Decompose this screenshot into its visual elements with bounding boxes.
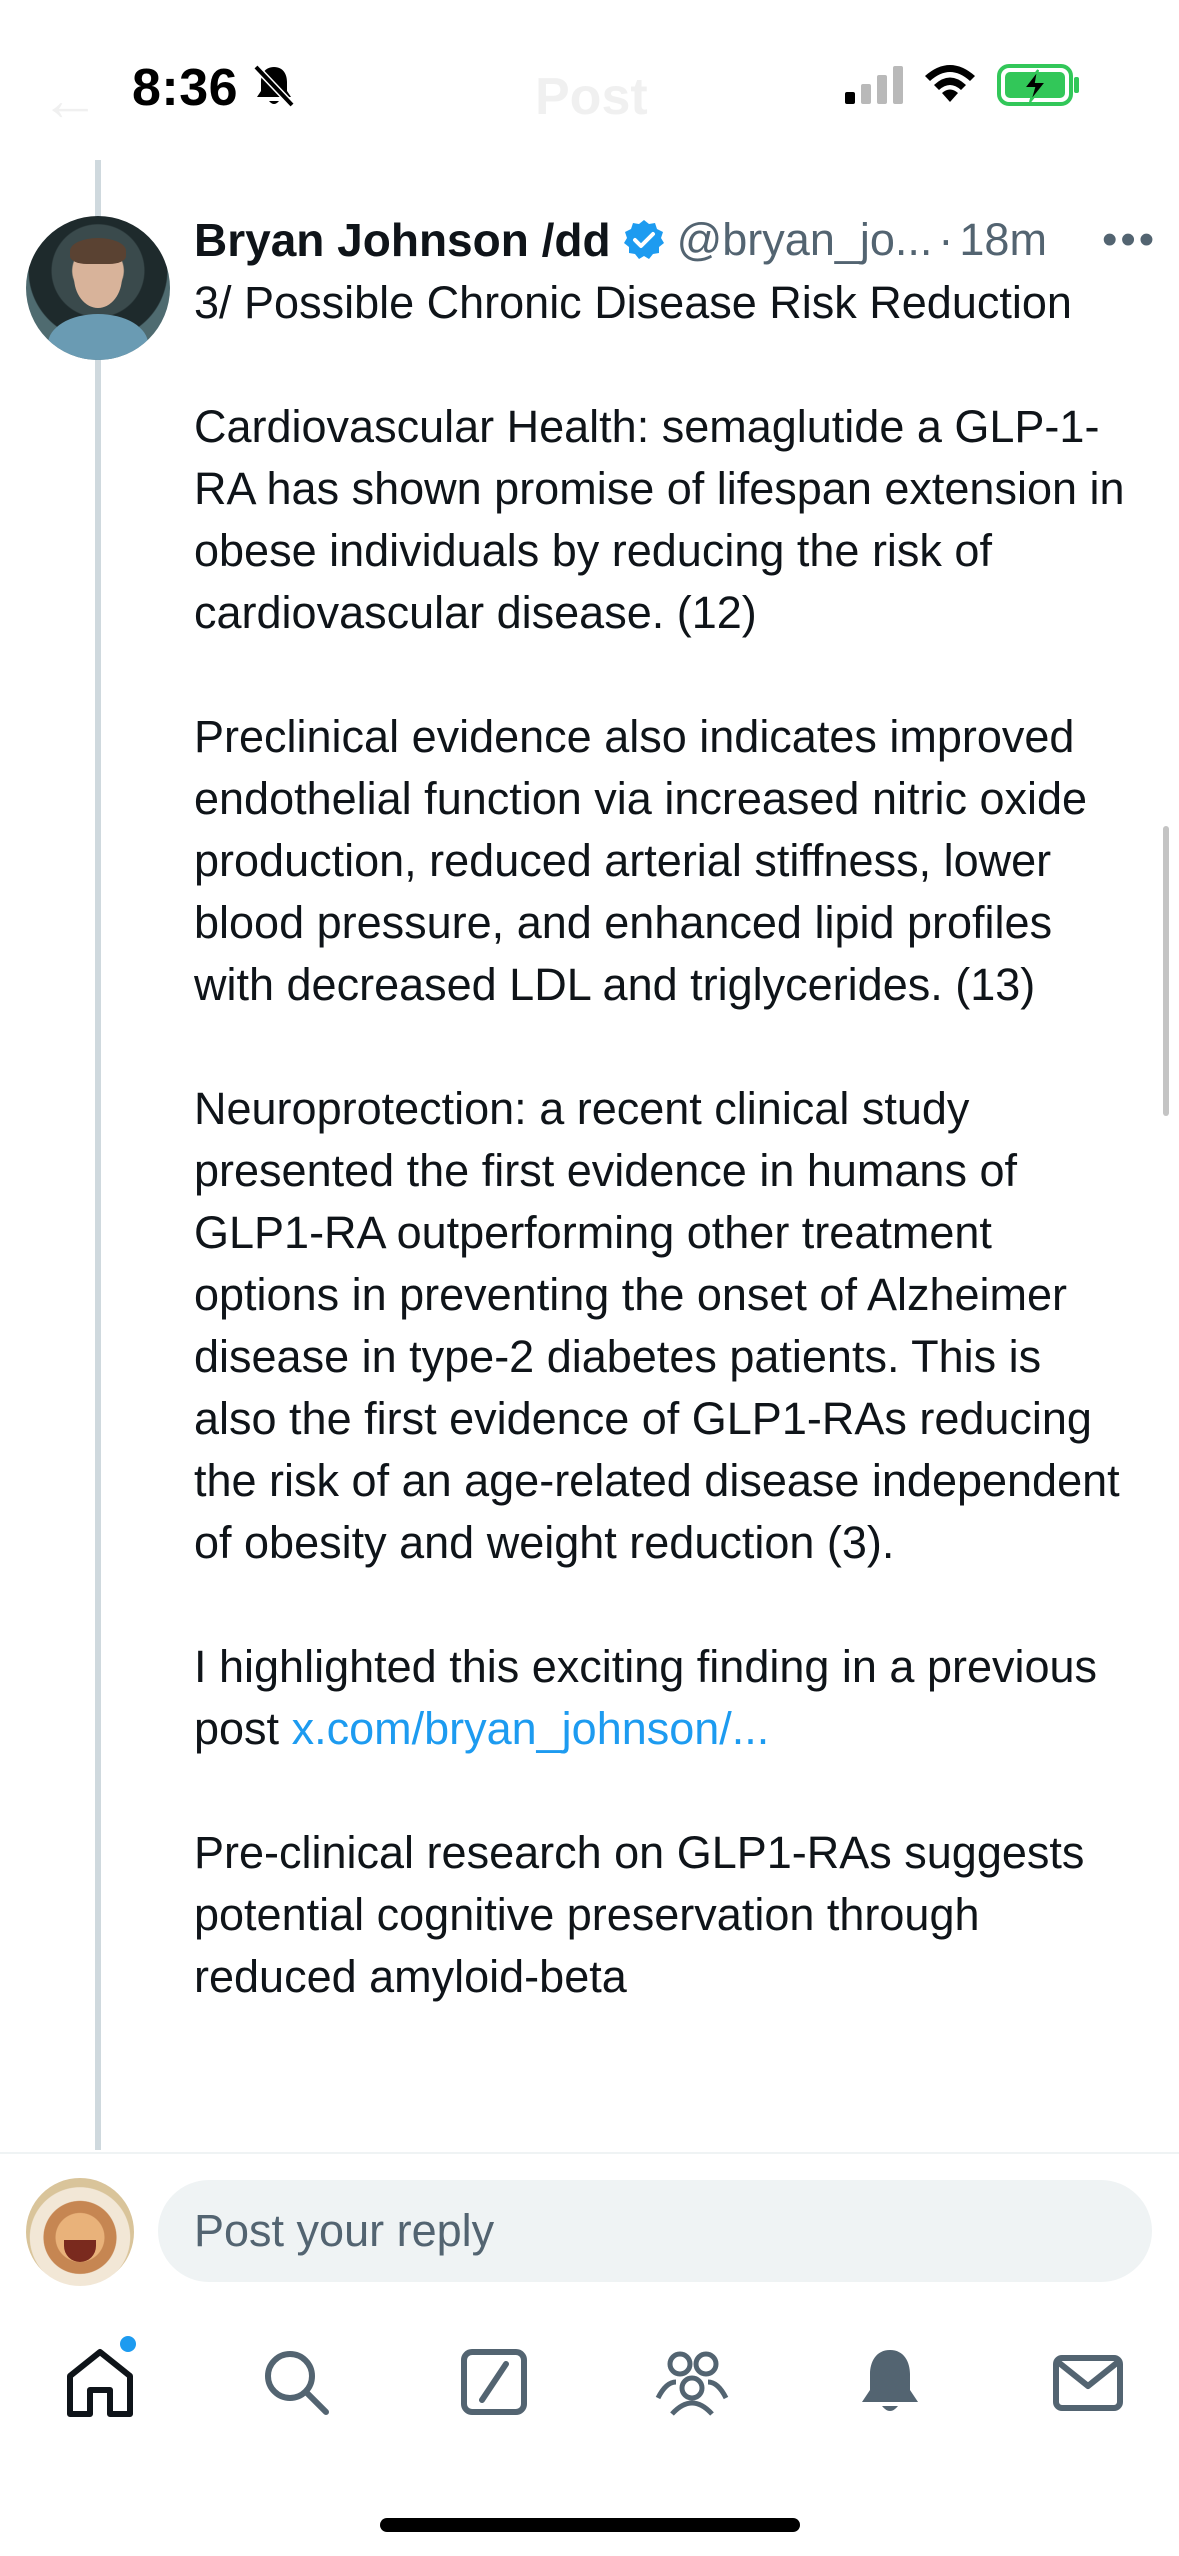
communities-icon[interactable] bbox=[652, 2342, 732, 2422]
status-bar bbox=[0, 0, 1179, 165]
more-options-icon[interactable]: ••• bbox=[1102, 215, 1158, 264]
cellular-signal-icon bbox=[843, 64, 905, 106]
highlight-text: I highlighted this exciting finding in a previous post bbox=[194, 1641, 1098, 1754]
battery-charging-icon bbox=[996, 62, 1082, 108]
home-notification-dot bbox=[120, 2336, 136, 2352]
previous-post-link[interactable]: x.com/bryan_johnson/... bbox=[291, 1703, 770, 1754]
post-time[interactable]: 18m bbox=[959, 214, 1047, 265]
home-indicator[interactable] bbox=[380, 2518, 800, 2532]
reply-input[interactable] bbox=[158, 2180, 1152, 2282]
compose-grok-icon[interactable] bbox=[454, 2342, 534, 2422]
paragraph-preclinical: Preclinical evidence also indicates improved endothelial function via increased nitric oxide production, reduced arterial stiffness, lower blood pressure, and enhanced lipid profiles with decreased LDL and triglycerides. (13) bbox=[194, 711, 1088, 1010]
author-name[interactable]: Bryan Johnson /dd bbox=[194, 214, 611, 266]
my-avatar[interactable] bbox=[26, 2178, 134, 2286]
bell-muted-icon bbox=[252, 63, 296, 109]
notifications-icon[interactable] bbox=[850, 2342, 930, 2422]
author-avatar[interactable] bbox=[26, 216, 170, 360]
separator-dot: · bbox=[938, 214, 954, 265]
messages-icon[interactable] bbox=[1048, 2342, 1128, 2422]
paragraph-cardiovascular: Cardiovascular Health: semaglutide a GLP-1-RA has shown promise of lifespan extension in obese individuals by reducing the risk of cardiovascular disease. (12) bbox=[194, 401, 1125, 638]
paragraph-heading: 3/ Possible Chronic Disease Risk Reduction bbox=[194, 277, 1072, 328]
author-handle[interactable]: @bryan_jo... bbox=[676, 214, 933, 265]
tweet-header bbox=[194, 210, 1154, 270]
paragraph-cognitive: Pre-clinical research on GLP1-RAs suggests potential cognitive preservation through reduced amyloid-beta bbox=[194, 1827, 1085, 2002]
tweet-text bbox=[194, 272, 1134, 2070]
reply-bar bbox=[0, 2152, 1179, 2288]
back-arrow-icon[interactable]: ← bbox=[40, 66, 100, 133]
status-time: 8:36 bbox=[132, 59, 239, 117]
paragraph-neuroprotection: Neuroprotection: a recent clinical study presented the first evidence in humans of GLP1-RA outperforming other treatment options in preventing the onset of Alzheimer disease in type-2 diabetes patients. This is also the first evidence of GLP1-RAs reducing the risk of an age-related disease independent of obesity and weight reduction (3). bbox=[194, 1083, 1120, 1568]
thread-connector-line bbox=[95, 160, 101, 2150]
search-icon[interactable] bbox=[256, 2342, 336, 2422]
scrollbar[interactable] bbox=[1163, 826, 1169, 1116]
verified-badge-icon[interactable] bbox=[623, 219, 665, 261]
bottom-navigation bbox=[0, 2290, 1179, 2556]
home-icon[interactable] bbox=[60, 2342, 140, 2422]
paragraph-highlight bbox=[194, 1636, 1134, 1760]
wifi-icon bbox=[922, 62, 978, 106]
header-title: Post bbox=[535, 68, 648, 126]
